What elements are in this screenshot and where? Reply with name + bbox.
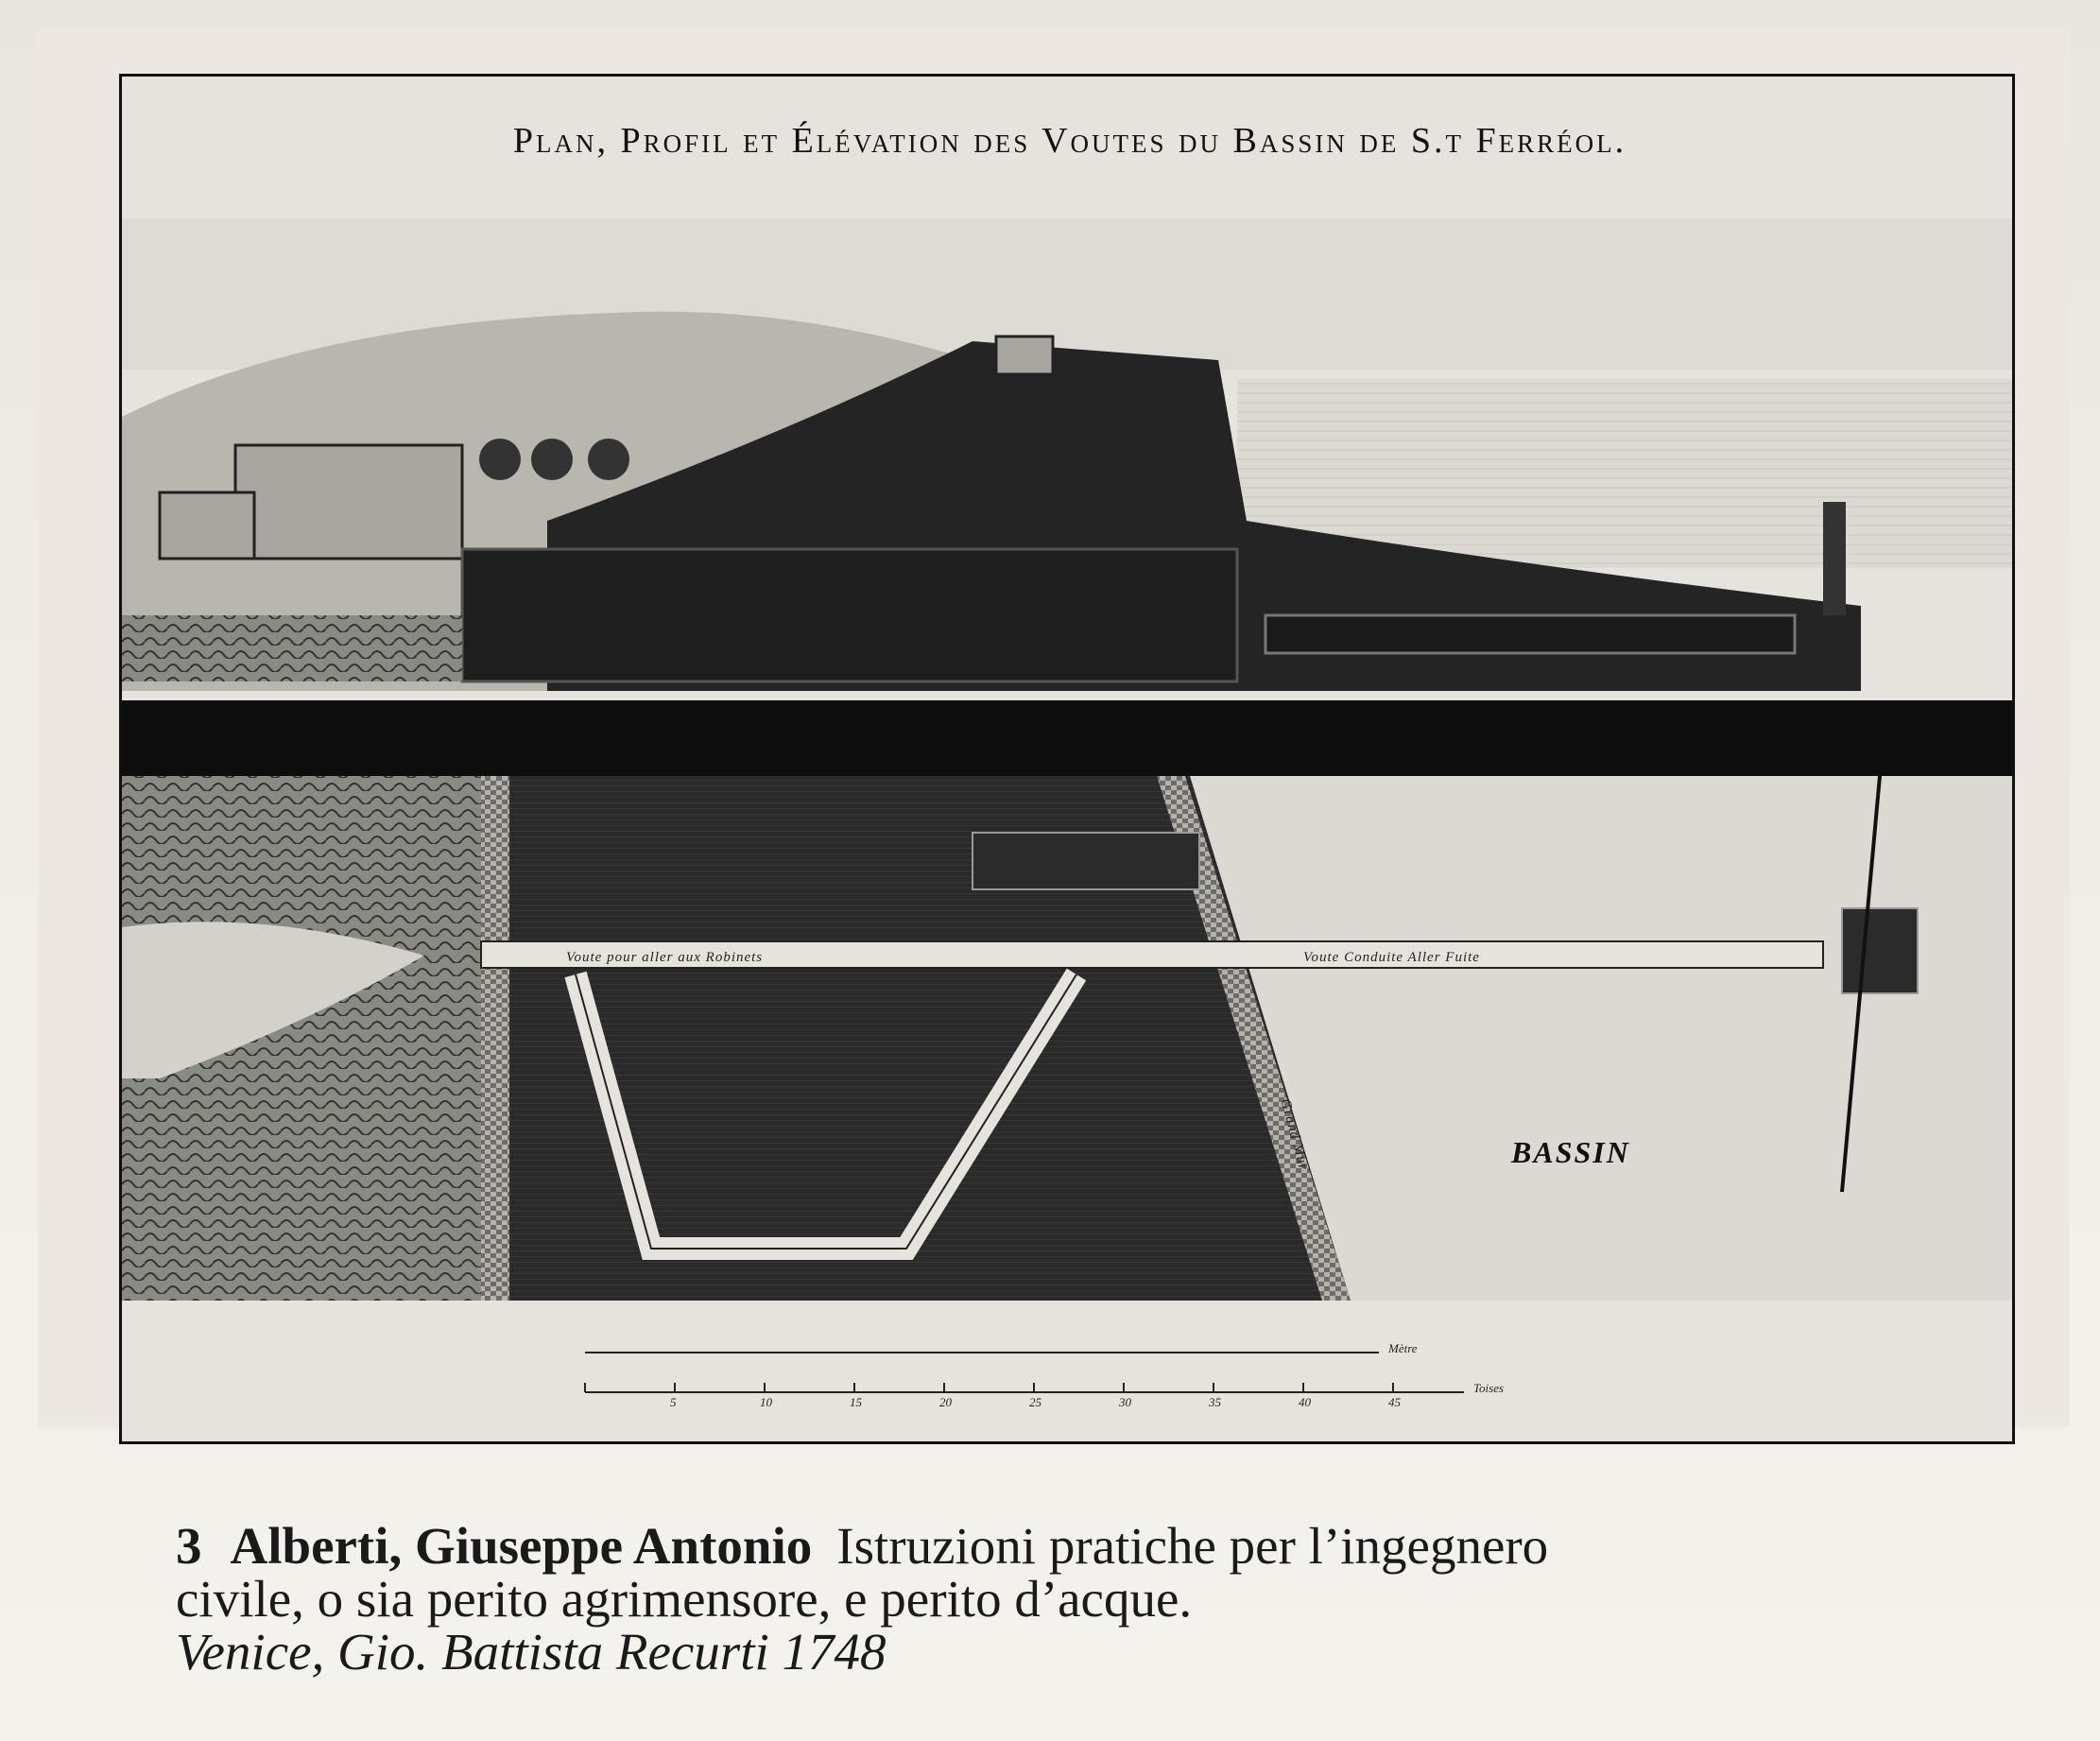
- house: [235, 445, 462, 559]
- ground-band: [122, 700, 2012, 776]
- label-canal: Voute Conduite Aller Fuite: [1303, 950, 1480, 965]
- engraving-drawing: [122, 77, 2012, 1441]
- caption-line-1: [176, 1517, 2057, 1575]
- scale-tick-label: 5: [670, 1395, 677, 1409]
- scale-tick-label: 45: [1388, 1395, 1401, 1409]
- scale-unit-bottom: Toises: [1473, 1381, 1505, 1395]
- valve-chamber: [973, 833, 1199, 889]
- label-bassin: BASSIN: [1511, 1135, 1630, 1169]
- title-part-1: Istruzioni pratiche per l’ingegnero: [836, 1517, 1549, 1575]
- outlet-gallery: [1265, 615, 1795, 653]
- tree: [588, 439, 629, 480]
- tree: [479, 439, 521, 480]
- scale-tick-label: 20: [939, 1395, 952, 1409]
- engraving-plate: [119, 74, 2015, 1444]
- label-voute: Voute pour aller aux Robinets: [566, 950, 764, 965]
- scale-tick-label: 30: [1119, 1395, 1131, 1409]
- label-grand-mur: Grand Mur: [1277, 1097, 1312, 1173]
- engraving-title: Plan, Profil et Élévation des Voutes du Bassin de S.t Ferréol.: [512, 121, 1627, 161]
- scale-tick-label: 35: [1209, 1395, 1221, 1409]
- scale-unit-top: Mètre: [1388, 1341, 1418, 1355]
- imprint: Venice, Gio. Battista Recurti 1748: [176, 1623, 886, 1681]
- gallery-section: [462, 549, 1237, 681]
- catalog-caption: [176, 1517, 2057, 1681]
- tower-plan: [1842, 908, 1918, 993]
- scale-tick-label: 25: [1029, 1395, 1041, 1409]
- outbuilding: [160, 492, 254, 559]
- masonry-wall: [481, 776, 509, 1301]
- scale-tick-label: 40: [1299, 1395, 1311, 1409]
- scale-tick-label: 15: [850, 1395, 862, 1409]
- entry-number: 3: [176, 1517, 202, 1575]
- caption-line-2: civile, o sia perito agrimensore, e perito d’acque.: [176, 1570, 1193, 1628]
- author-name: Alberti, Giuseppe Antonio: [230, 1517, 813, 1575]
- scale-ticks: [585, 1383, 1393, 1392]
- tree: [531, 439, 573, 480]
- scale-tick-label: 10: [760, 1395, 772, 1409]
- hut: [996, 336, 1053, 374]
- field-strip: [122, 615, 462, 681]
- outlet-tower: [1823, 502, 1846, 615]
